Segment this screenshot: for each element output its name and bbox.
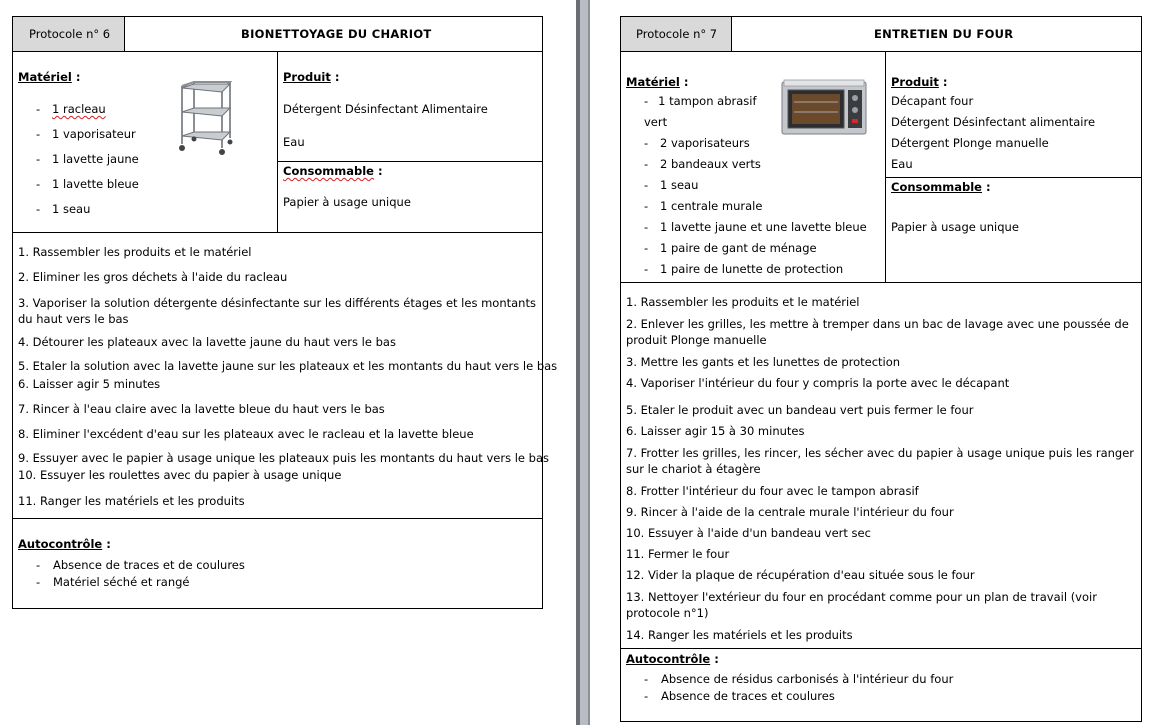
materiel-item: - 1 tampon abrasif	[644, 94, 757, 108]
step-item: 3. Vaporiser la solution détergente désinfectante sur les différents étages et les montants du haut vers le bas	[18, 296, 536, 326]
produit-item: Eau	[891, 157, 913, 171]
produit-colon: :	[938, 75, 948, 89]
step-item: 6. Laisser agir 15 à 30 minutes	[626, 424, 805, 438]
autocontrole-item: Absence de traces et coulures	[661, 689, 835, 703]
materiel-item: 1 paire de lunette de protection	[660, 262, 844, 276]
materiel-colon: :	[679, 75, 689, 89]
materiel-item-continued: vert	[644, 115, 668, 129]
list-item: - 1 seau	[36, 202, 91, 216]
four-image	[780, 78, 868, 138]
list-item: - 1 lavette jaune et une lavette bleue	[644, 220, 867, 234]
step-item: 9. Essuyer avec le papier à usage unique les plateaux puis les montants du haut vers le bas	[18, 451, 549, 465]
step-item: 1. Rassembler les produits et le matériel	[18, 245, 252, 259]
materiel-item: 1 seau	[52, 202, 91, 216]
step-item: 3. Mettre les gants et les lunettes de protection	[626, 355, 901, 369]
materiel-label: Matériel	[626, 75, 680, 89]
list-item: - 2 vaporisateurs	[644, 136, 750, 150]
page-gutter	[576, 0, 590, 725]
materiel-item: 1 racleau	[52, 102, 106, 116]
list-item: - Matériel séché et rangé	[36, 575, 190, 589]
materiel-label: Matériel	[18, 70, 72, 84]
page-right	[590, 0, 1172, 725]
list-item: - 1 paire de gant de ménage	[644, 241, 817, 255]
autocontrole-list	[644, 672, 953, 706]
step-item: 5. Etaler la solution avec la lavette jaune sur les plateaux et les montants du haut vers le bas	[18, 359, 558, 373]
consommable-label: Consommable	[283, 164, 374, 178]
list-item: - 1 vaporisateur	[36, 127, 136, 141]
step-item: 12. Vider la plaque de récupération d'eau située sous le four	[626, 568, 975, 582]
materiel-item: 1 centrale murale	[660, 199, 763, 213]
consommable-heading	[283, 164, 383, 178]
protocol-number: Protocole n° 7	[636, 27, 718, 41]
produit-colon: :	[330, 70, 340, 84]
step-item: 8. Eliminer l'excédent d'eau sur les plateaux avec le racleau et la lavette bleue	[18, 427, 474, 441]
produit-heading	[283, 70, 339, 84]
produit-item: Décapant four	[891, 94, 974, 108]
materiel-item: 1 seau	[660, 178, 699, 192]
materiel-heading	[18, 70, 80, 84]
consommable-colon: :	[373, 164, 383, 178]
materiel-item: 2 bandeaux verts	[660, 157, 761, 171]
step-item: 6. Laisser agir 5 minutes	[18, 377, 161, 391]
produit-heading	[891, 75, 947, 89]
protocol-title: BIONETTOYAGE DU CHARIOT	[241, 27, 432, 41]
protocol-number: Protocole n° 6	[29, 27, 111, 41]
produit-label: Produit	[283, 70, 331, 84]
consommable-label: Consommable	[891, 180, 982, 194]
produit-item: Eau	[283, 135, 305, 149]
autocontrole-heading	[626, 652, 719, 666]
step-item: 10. Essuyer à l'aide d'un bandeau vert sec	[626, 526, 871, 540]
step-item: 8. Frotter l'intérieur du four avec le tampon abrasif	[626, 484, 919, 498]
step-item: 11. Fermer le four	[626, 547, 730, 561]
autocontrole-item: Matériel séché et rangé	[53, 575, 190, 589]
materiel-item: 1 vaporisateur	[52, 127, 136, 141]
step-item: 2. Eliminer les gros déchets à l'aide du racleau	[18, 270, 288, 284]
consommable-item: Papier à usage unique	[283, 195, 411, 209]
step-item: 5. Etaler le produit avec un bandeau vert puis fermer le four	[626, 403, 974, 417]
produit-item: Détergent Désinfectant alimentaire	[891, 115, 1096, 129]
autocontrole-colon: :	[710, 652, 719, 666]
list-item: - Absence de résidus carbonisés à l'intérieur du four	[644, 672, 954, 686]
materiel-item: 1 paire de gant de ménage	[660, 241, 817, 255]
list-item: - 1 lavette bleue	[36, 177, 139, 191]
step-item: 13. Nettoyer l'extérieur du four en procédant comme pour un plan de travail (voir protocole n°1)	[626, 590, 1097, 620]
step-item: 7. Frotter les grilles, les rincer, les sécher avec du papier à usage unique puis les ranger sur le chariot à étagère	[626, 446, 1135, 476]
page-left	[0, 0, 576, 725]
step-item: 2. Enlever les grilles, les mettre à tremper dans un bac de lavage avec une poussée de produit Plonge manuelle	[626, 317, 1129, 347]
materiel-list	[644, 136, 867, 283]
autocontrole-item: Absence de résidus carbonisés à l'intérieur du four	[661, 672, 954, 686]
step-item: 14. Ranger les matériels et les produits	[626, 628, 853, 642]
list-item: - 1 racleau	[36, 102, 106, 116]
autocontrole-heading	[18, 537, 111, 551]
materiel-heading	[626, 75, 688, 89]
step-item: 4. Vaporiser l'intérieur du four y compris la porte avec le décapant	[626, 376, 1010, 390]
step-item: 10. Essuyer les roulettes avec du papier à usage unique	[18, 468, 342, 482]
autocontrole-colon: :	[102, 537, 111, 551]
produit-item: Détergent Plonge manuelle	[891, 136, 1049, 150]
produit-label: Produit	[891, 75, 939, 89]
materiel-colon: :	[71, 70, 81, 84]
list-item: - 1 lavette jaune	[36, 152, 139, 166]
protocol-title: ENTRETIEN DU FOUR	[874, 27, 1014, 41]
list-item: - Absence de traces et de coulures	[36, 558, 245, 572]
materiel-item: 1 lavette bleue	[52, 177, 139, 191]
autocontrole-list	[36, 558, 245, 592]
list-item: - 1 seau	[644, 178, 699, 192]
step-item: 11. Ranger les matériels et les produits	[18, 494, 245, 508]
step-item: 7. Rincer à l'eau claire avec la lavette bleue du haut vers le bas	[18, 402, 385, 416]
autocontrole-label: Autocontrôle	[626, 652, 711, 666]
materiel-item: 1 lavette jaune	[52, 152, 139, 166]
list-item: - 1 centrale murale	[644, 199, 763, 213]
step-item: 1. Rassembler les produits et le matériel	[626, 295, 860, 309]
consommable-colon: :	[981, 180, 991, 194]
list-item: - Absence de traces et coulures	[644, 689, 835, 703]
list-item: - 1 paire de lunette de protection	[644, 262, 844, 276]
chariot-image	[172, 78, 244, 158]
autocontrole-item: Absence de traces et de coulures	[53, 558, 245, 572]
step-item: 9. Rincer à l'aide de la centrale murale l'intérieur du four	[626, 505, 954, 519]
produit-item: Détergent Désinfectant Alimentaire	[283, 102, 488, 116]
consommable-heading	[891, 180, 991, 194]
autocontrole-label: Autocontrôle	[18, 537, 103, 551]
materiel-item: 1 lavette jaune et une lavette bleue	[660, 220, 867, 234]
list-item: - 2 bandeaux verts	[644, 157, 761, 171]
consommable-item: Papier à usage unique	[891, 220, 1019, 234]
materiel-item: 2 vaporisateurs	[660, 136, 750, 150]
materiel-list	[36, 102, 139, 227]
step-item: 4. Détourer les plateaux avec la lavette jaune du haut vers le bas	[18, 335, 396, 349]
